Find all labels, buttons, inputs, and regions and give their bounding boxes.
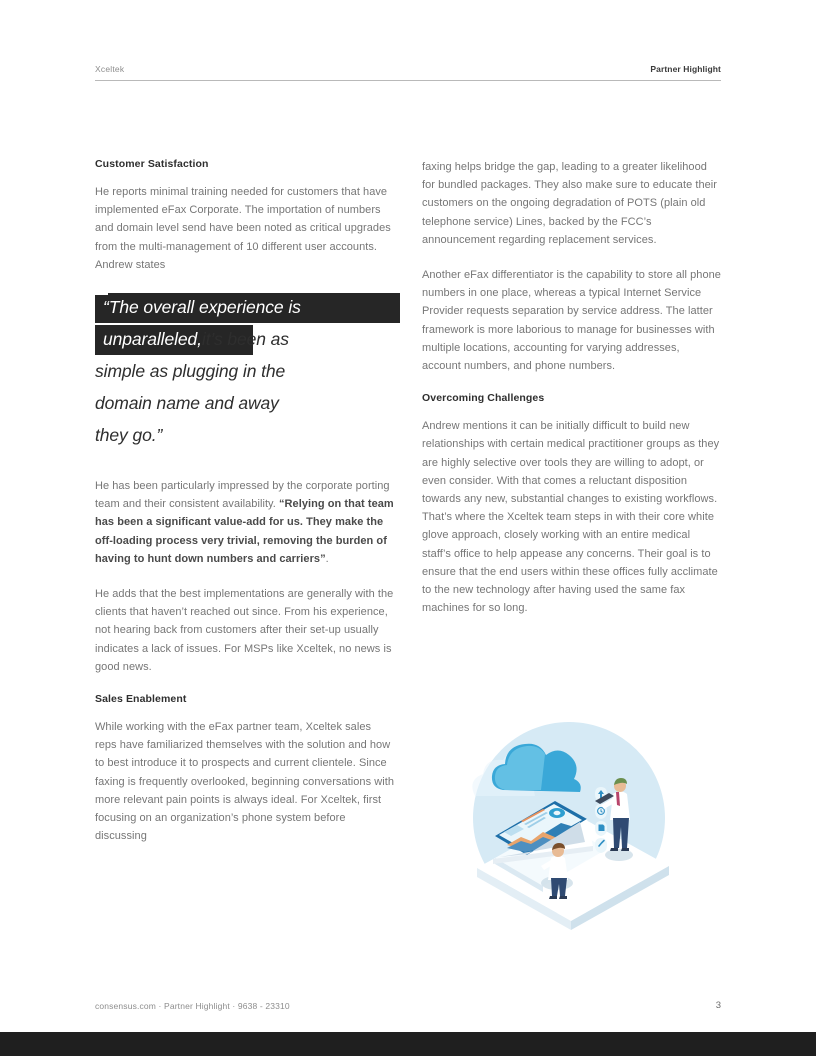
- section-heading-sales-enablement: Sales Enablement: [95, 693, 187, 706]
- person-at-laptop-coat: [548, 856, 568, 881]
- isometric-cloud-workplace-illustration: [447, 718, 687, 933]
- paragraph-porting-team-quote: “Relying on that team has been a significant value-add for us. They make the off-loading process very trivial, removing the burden of having to hunt down numbers and carriers”: [95, 498, 394, 565]
- paragraph-porting-team: [95, 477, 394, 568]
- person-with-tablet-shoe-right: [621, 848, 629, 851]
- paragraph-porting-team-lead: He has been particularly impressed by the corporate porting team and their consistent availability.: [95, 480, 390, 511]
- pull-quote-text-line-2-rest: it’s been as: [201, 329, 289, 350]
- paragraph-overcoming-challenges: Andrew mentions it can be initially difficult to build new relationships with certain medical practitioner groups as they are highly selective over tools they are willing to adopt, or even consider. With that comes a reluctant disposition towards any new, substantial changes to existing workflows. That’s where the Xceltek team steps in with their core white glove approach, closely working with an entire medical staff’s office to help appease any concerns. Their goal is to ensure that the end users within these offices fully acclimate to the new technology after having used the same fax machines for so long.: [422, 420, 720, 615]
- pull-quote-text-line-1: “The overall experience is: [103, 297, 301, 318]
- dashboard-donut-hole: [554, 811, 561, 815]
- document-icon: [595, 821, 607, 836]
- pull-quote: [95, 291, 394, 451]
- paragraph-sales-enablement: While working with the eFax partner team, Xceltek sales reps have familiarized themselves with the solution and how to best introduce it to prospects and current clientele. Since faxing is frequently overlooked, beginning conversations with more relevant pain points is always ideal. For Xceltek, first focusing on an organization’s phone system before discussing: [95, 721, 395, 843]
- pull-quote-text-line-4: domain name and away: [95, 393, 279, 414]
- paragraph-customer-satisfaction: He reports minimal training needed for customers that have implemented eFax Corporate. The importation of numbers and domain level send have been noted as critical upgrades from the multi-management of 10 different user accounts. Andrew states: [95, 186, 391, 271]
- pull-quote-corner-notch: [95, 291, 108, 295]
- section-heading-customer-satisfaction: Customer Satisfaction: [95, 158, 209, 170]
- pull-quote-line-4: [95, 387, 394, 419]
- pull-quote-text-line-3: simple as plugging in the: [95, 361, 286, 382]
- section-heading-overcoming-challenges: Overcoming Challenges: [422, 392, 545, 405]
- paragraph-efax-differentiator: Another eFax differentiator is the capability to store all phone numbers in one place, whereas a typical Internet Service Provider requests separation by service address. The latter framework is more laborious to manage for businesses with multiple locations, accounting for varying addresses, account numbers, and phone numbers.: [422, 269, 721, 373]
- pull-quote-line-3: [95, 355, 394, 387]
- running-header: [95, 64, 721, 81]
- link-icon: [595, 838, 607, 853]
- person-at-laptop-shoe-right: [559, 896, 567, 899]
- paragraph-porting-team-tail: .: [325, 552, 329, 565]
- paragraph-best-implementations: He adds that the best implementations are generally with the clients that haven’t reached out since. From his experience, not hearing back from customers after their set-up usually indicates a lack of issues. For MSPs like Xceltek, no news is good news.: [95, 588, 394, 673]
- pull-quote-line-5: [95, 419, 394, 451]
- person-with-tablet-shoe-left: [610, 848, 618, 851]
- pull-quote-line-1: [95, 291, 394, 323]
- page-footer: [95, 1000, 721, 1011]
- page-number: 3: [715, 1000, 721, 1011]
- header-company-name: Xceltek: [95, 64, 125, 74]
- pull-quote-line-2: [95, 323, 394, 355]
- paragraph-faxing-bridge: faxing helps bridge the gap, leading to a greater likelihood for bundled packages. They also make sure to educate their customers on the ongoing degradation of POTS (plain old telephone service) Lines, backed by the FCC’s announcement regarding replacement services.: [422, 161, 717, 246]
- person-at-laptop-shoe-left: [549, 896, 557, 899]
- footer-source-line: consensus.com · Partner Highlight · 9638 - 23310: [95, 1000, 290, 1011]
- left-column: [95, 158, 394, 845]
- bottom-accent-bar: [0, 1032, 816, 1056]
- header-document-title: Partner Highlight: [650, 64, 721, 74]
- pull-quote-text-highlighted: unparalleled,: [103, 329, 202, 350]
- pull-quote-text-line-5: they go.”: [95, 425, 163, 446]
- illustration-svg: [447, 718, 687, 933]
